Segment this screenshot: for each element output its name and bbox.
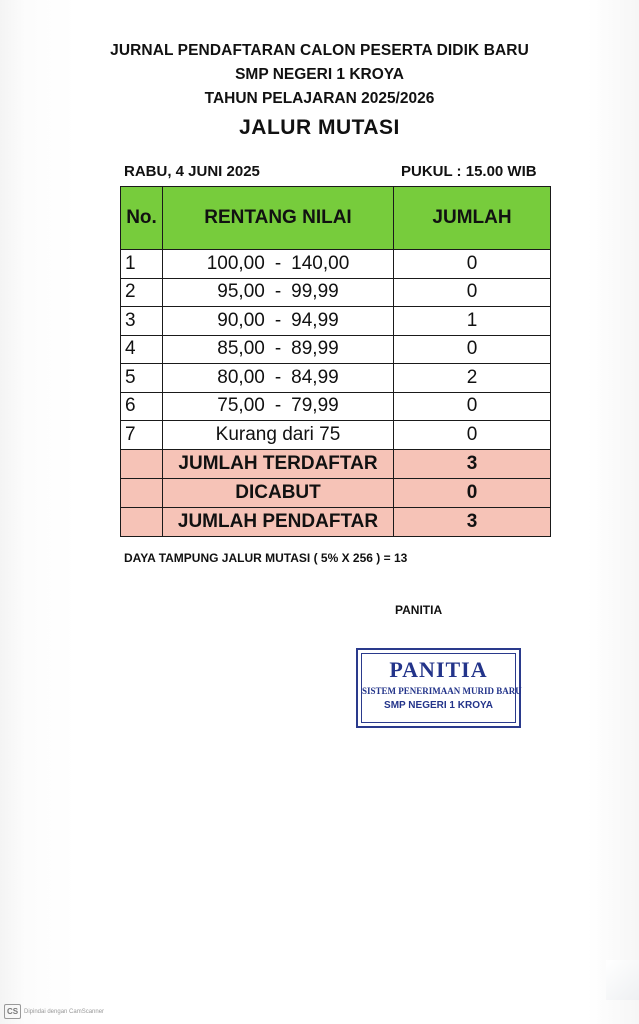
journal-heading: JURNAL PENDAFTARAN CALON PESERTA DIDIK BARU <box>110 42 529 59</box>
summary-label: JUMLAH TERDAFTAR <box>163 449 394 478</box>
table-row <box>121 392 551 421</box>
camscanner-logo-icon: CS <box>4 1004 21 1019</box>
range-dash: - <box>274 366 282 388</box>
academic-year: TAHUN PELAJARAN 2025/2026 <box>204 90 435 107</box>
row-number: 3 <box>121 307 163 336</box>
table-header-row <box>121 187 551 250</box>
range-to: 79,99 <box>291 395 339 417</box>
scanner-watermark <box>4 1004 104 1019</box>
summary-blank <box>121 478 163 507</box>
range-from: 75,00 <box>217 395 265 417</box>
summary-row-withdrawn <box>121 478 551 507</box>
row-count: 1 <box>394 307 551 336</box>
registration-table <box>120 186 551 537</box>
range-from: 100,00 <box>206 252 265 274</box>
range-to: 89,99 <box>291 338 339 360</box>
summary-value: 0 <box>394 478 551 507</box>
range-dash: - <box>274 309 282 331</box>
score-range <box>163 250 394 279</box>
summary-label: JUMLAH PENDAFTAR <box>163 507 394 536</box>
report-date: RABU, 4 JUNI 2025 <box>124 163 260 180</box>
summary-row-applicants <box>121 507 551 536</box>
page-corner-shadow <box>606 960 639 1000</box>
summary-value: 3 <box>394 449 551 478</box>
row-number: 5 <box>121 364 163 393</box>
committee-stamp <box>356 648 521 728</box>
score-range-label: Kurang dari 75 <box>163 421 394 450</box>
signature-label: PANITIA <box>395 603 443 617</box>
column-header-no: No. <box>121 187 163 250</box>
score-range <box>163 335 394 364</box>
range-dash: - <box>274 395 282 417</box>
summary-row-registered <box>121 449 551 478</box>
row-count: 2 <box>394 364 551 393</box>
range-dash: - <box>274 281 282 303</box>
range-to: 84,99 <box>291 366 339 388</box>
capacity-note: DAYA TAMPUNG JALUR MUTASI ( 5% X 256 ) = 13 <box>124 551 408 565</box>
table-row <box>121 250 551 279</box>
score-range <box>163 392 394 421</box>
table-row <box>121 278 551 307</box>
row-number: 4 <box>121 335 163 364</box>
stamp-school: SMP NEGERI 1 KROYA <box>384 700 493 711</box>
school-name: SMP NEGERI 1 KROYA <box>235 66 404 83</box>
column-header-range: RENTANG NILAI <box>163 187 394 250</box>
score-range <box>163 364 394 393</box>
stamp-title: PANITIA <box>389 657 488 682</box>
table-row <box>121 335 551 364</box>
range-to: 94,99 <box>291 309 339 331</box>
row-number: 1 <box>121 250 163 279</box>
row-number: 2 <box>121 278 163 307</box>
summary-blank <box>121 449 163 478</box>
range-from: 85,00 <box>217 338 265 360</box>
row-count: 0 <box>394 250 551 279</box>
score-range <box>163 307 394 336</box>
range-dash: - <box>274 252 282 274</box>
row-count: 0 <box>394 421 551 450</box>
range-to: 140,00 <box>291 252 350 274</box>
summary-blank <box>121 507 163 536</box>
page-title: JALUR MUTASI <box>239 116 400 139</box>
table-row <box>121 421 551 450</box>
score-range <box>163 278 394 307</box>
row-count: 0 <box>394 392 551 421</box>
summary-value: 3 <box>394 507 551 536</box>
stamp-inner-border <box>361 653 522 723</box>
report-time: PUKUL : 15.00 WIB <box>401 163 537 180</box>
row-count: 0 <box>394 335 551 364</box>
column-header-count: JUMLAH <box>394 187 551 250</box>
range-dash: - <box>274 338 282 360</box>
scanner-text: Dipindai dengan CamScanner <box>24 1008 105 1015</box>
stamp-subtitle: SISTEM PENERIMAAN MURID BARU <box>362 686 522 696</box>
table-row <box>121 364 551 393</box>
row-number: 7 <box>121 421 163 450</box>
range-to: 99,99 <box>291 281 339 303</box>
table-row <box>121 307 551 336</box>
summary-label: DICABUT <box>163 478 394 507</box>
range-from: 90,00 <box>217 309 265 331</box>
range-from: 95,00 <box>217 281 265 303</box>
range-from: 80,00 <box>217 366 265 388</box>
row-count: 0 <box>394 278 551 307</box>
row-number: 6 <box>121 392 163 421</box>
